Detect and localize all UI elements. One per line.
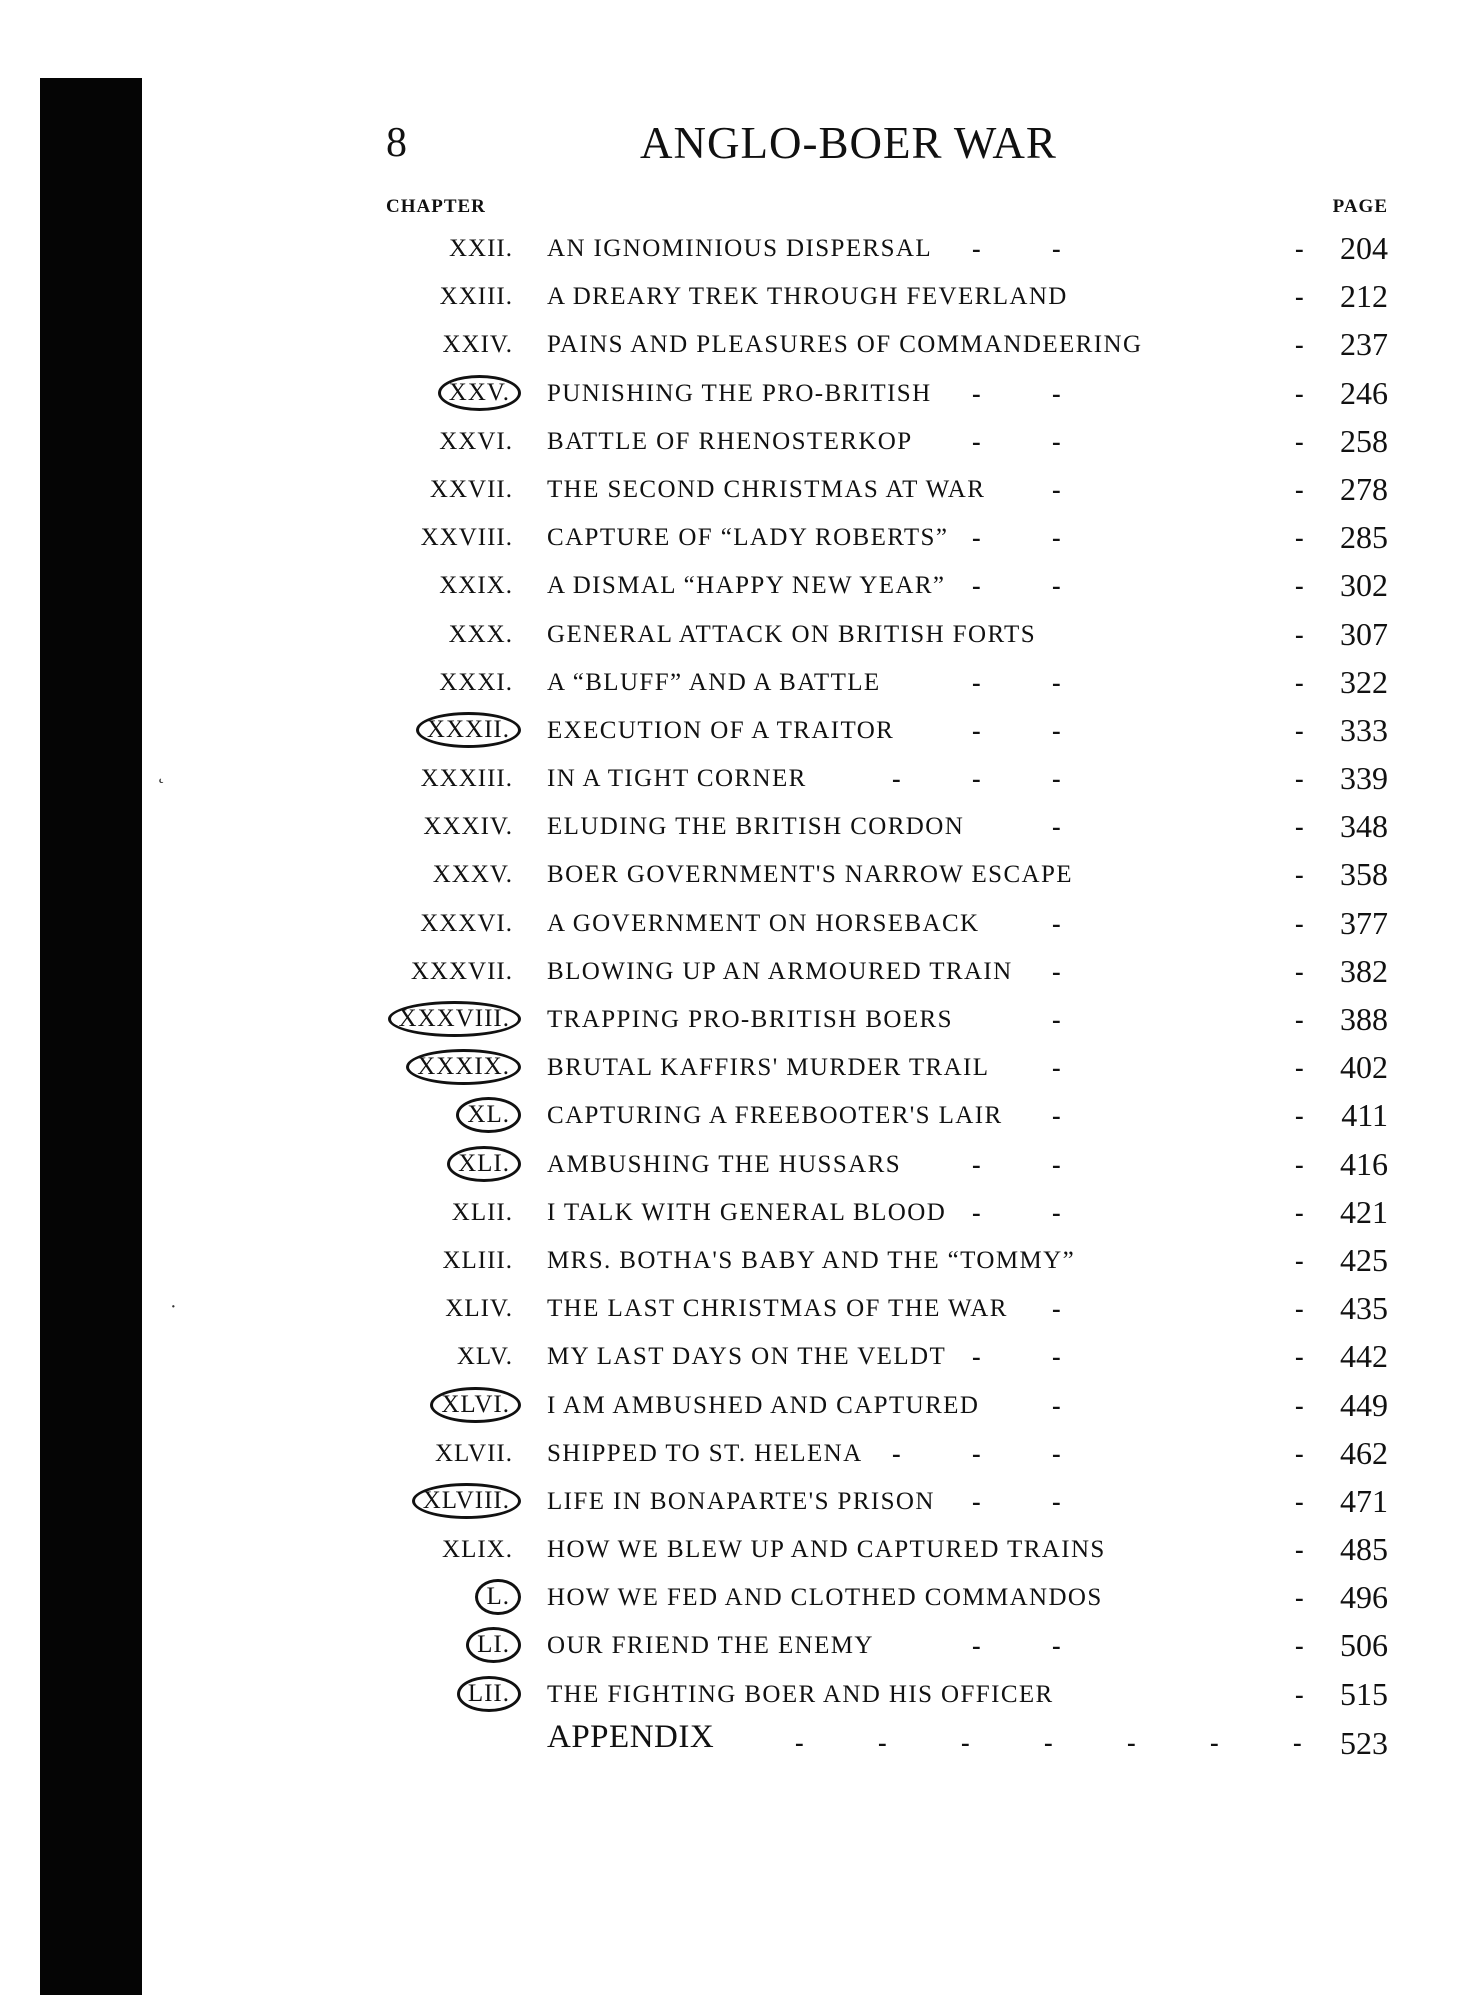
leader-dash: - <box>1052 1149 1061 1179</box>
toc-entry <box>0 706 1484 754</box>
page-reference: 204 <box>1340 230 1388 266</box>
chapter-number: XXVII. <box>429 475 513 503</box>
toc-entry <box>0 1284 1484 1332</box>
chapter-title: BATTLE OF RHENOSTERKOP <box>547 427 913 455</box>
chapter-title: SHIPPED TO ST. HELENA <box>547 1439 863 1467</box>
toc-entry <box>0 1140 1484 1188</box>
chapter-number: XLIX. <box>442 1536 513 1564</box>
dot-leader <box>0 668 1484 698</box>
leader-dash: - <box>972 667 981 697</box>
leader-dash: - <box>1295 1631 1304 1661</box>
toc-entry <box>0 1332 1484 1380</box>
leader-dash: - <box>1295 1149 1304 1179</box>
toc-entry <box>0 417 1484 465</box>
chapter-title: AMBUSHING THE HUSSARS <box>547 1150 901 1178</box>
leader-dash: - <box>1052 1390 1061 1420</box>
page-reference: 435 <box>1340 1290 1388 1327</box>
leader-dash: - <box>1052 1005 1061 1034</box>
chapter-title: HOW WE FED AND CLOTHED COMMANDOS <box>547 1584 1103 1612</box>
chapter-number: XXXVIII. <box>388 1001 521 1037</box>
leader-dash: - <box>795 1727 804 1757</box>
chapter-number: LI. <box>466 1627 521 1663</box>
chapter-number: XXII. <box>448 235 513 262</box>
chapter-title: A DISMAL “HAPPY NEW YEAR” <box>547 572 946 600</box>
toc-entry <box>0 1477 1484 1525</box>
leader-dash: - <box>1295 1245 1304 1275</box>
toc-entry <box>0 610 1484 658</box>
leader-dash: - <box>1295 523 1304 553</box>
chapter-number: XLI. <box>447 1146 521 1182</box>
leader-dash: - <box>1295 1583 1304 1613</box>
page-reference: 377 <box>1340 904 1388 941</box>
leader-dash: - <box>972 1197 981 1227</box>
toc-entry <box>0 1525 1484 1573</box>
dot-leader <box>0 1150 1484 1180</box>
dot-leader <box>0 1583 1484 1613</box>
leader-dash: - <box>1052 1101 1061 1131</box>
chapter-number: XXXI. <box>439 668 513 696</box>
page-reference: 322 <box>1340 663 1388 700</box>
dot-leader <box>0 523 1484 553</box>
toc-entry <box>0 1621 1484 1669</box>
page-reference: 388 <box>1340 1001 1388 1037</box>
chapter-number: XLIII. <box>442 1246 513 1274</box>
leader-dash: - <box>972 1149 981 1179</box>
chapter-column-header: CHAPTER <box>386 196 486 217</box>
chapter-title: THE SECOND CHRISTMAS AT WAR <box>547 475 986 503</box>
leader-dash: - <box>972 1342 981 1372</box>
leader-dash: - <box>1052 715 1061 745</box>
leader-dash: - <box>1295 330 1304 360</box>
page-reference: 302 <box>1340 567 1388 604</box>
dot-leader <box>0 330 1484 360</box>
dot-leader <box>0 1680 1484 1710</box>
leader-dash: - <box>1295 282 1304 312</box>
chapter-title: BOER GOVERNMENT'S NARROW ESCAPE <box>547 861 1073 889</box>
leader-dash: - <box>1052 571 1061 601</box>
leader-dash: - <box>972 1486 981 1516</box>
toc-entry <box>0 320 1484 368</box>
dot-leader <box>0 475 1484 505</box>
dot-leader <box>0 1246 1484 1276</box>
dot-leader <box>0 1005 1484 1035</box>
leader-dash: - <box>972 426 981 456</box>
leader-dash: - <box>1295 1342 1304 1372</box>
chapter-number: XXX. <box>448 620 513 648</box>
leader-dash: - <box>1052 764 1061 794</box>
chapter-number: XXXV. <box>432 861 513 889</box>
leader-dash: - <box>1052 378 1061 408</box>
dot-leader <box>0 1439 1484 1469</box>
chapter-title: BRUTAL KAFFIRS' MURDER TRAIL <box>547 1054 990 1082</box>
leader-dash: - <box>1052 1342 1061 1372</box>
chapter-number: XXVI. <box>439 427 513 455</box>
leader-dash: - <box>1295 956 1304 986</box>
toc-entry <box>0 1043 1484 1091</box>
page-reference: 258 <box>1340 422 1388 459</box>
page-reference: 485 <box>1340 1531 1388 1568</box>
chapter-number: XLVIII. <box>412 1483 521 1519</box>
leader-dash: - <box>972 234 981 263</box>
dot-leader <box>0 1294 1484 1324</box>
chapter-title: AN IGNOMINIOUS DISPERSAL <box>547 235 933 262</box>
dot-leader <box>0 379 1484 409</box>
page-reference: 402 <box>1340 1049 1388 1086</box>
chapter-number: XXIV. <box>442 331 513 359</box>
leader-dash: - <box>1052 667 1061 697</box>
toc-entry <box>0 561 1484 609</box>
chapter-number: XXXII. <box>416 712 521 748</box>
page-reference: 348 <box>1340 808 1388 845</box>
toc-entry <box>0 513 1484 561</box>
page-number: 8 <box>386 120 407 166</box>
stray-mark: ˛ <box>158 762 165 784</box>
dot-leader <box>0 764 1484 794</box>
page-reference: 442 <box>1340 1338 1388 1375</box>
chapter-title: EXECUTION OF A TRAITOR <box>547 716 895 744</box>
leader-dash: - <box>1295 1486 1304 1516</box>
leader-dash: - <box>1052 1631 1061 1661</box>
leader-dash: - <box>972 715 981 745</box>
leader-dash: - <box>1295 1535 1304 1565</box>
page-reference: 421 <box>1340 1193 1388 1230</box>
dot-leader <box>0 427 1484 457</box>
leader-dash: - <box>1293 1727 1302 1757</box>
page-reference: 449 <box>1340 1386 1388 1423</box>
leader-dash: - <box>1295 426 1304 456</box>
leader-dash: - <box>1295 860 1304 890</box>
toc-entry <box>0 1381 1484 1429</box>
page-column-header: PAGE <box>1332 196 1388 217</box>
dot-leader <box>0 1053 1484 1083</box>
leader-dash: - <box>878 1727 887 1757</box>
leader-dash: - <box>1295 1101 1304 1131</box>
page-reference: 237 <box>1340 326 1388 363</box>
chapter-title: A “BLUFF” AND A BATTLE <box>547 668 881 696</box>
leader-dash: - <box>972 571 981 601</box>
leader-dash: - <box>961 1727 970 1757</box>
dot-leader <box>0 1631 1484 1661</box>
leader-dash: - <box>1052 234 1061 263</box>
toc-entry <box>0 1188 1484 1236</box>
toc-entry <box>0 754 1484 802</box>
chapter-title: A GOVERNMENT ON HORSEBACK <box>547 909 980 937</box>
dot-leader <box>0 620 1484 650</box>
leader-dash: - <box>1052 1053 1061 1083</box>
leader-dash: - <box>1052 426 1061 456</box>
chapter-number: XXV. <box>438 375 521 411</box>
chapter-number: XXIII. <box>439 283 513 311</box>
dot-leader <box>0 1724 1484 1761</box>
chapter-title: THE LAST CHRISTMAS OF THE WAR <box>547 1295 1008 1323</box>
chapter-title: LIFE IN BONAPARTE'S PRISON <box>547 1487 935 1515</box>
chapter-number: XXXVII. <box>410 957 513 985</box>
page-reference: 462 <box>1340 1434 1388 1471</box>
chapter-title: TRAPPING PRO-BRITISH BOERS <box>547 1006 953 1033</box>
toc-entry <box>0 1429 1484 1477</box>
leader-dash: - <box>1295 474 1304 504</box>
chapter-number: XLII. <box>451 1198 513 1226</box>
leader-dash: - <box>1295 715 1304 745</box>
chapter-title: PUNISHING THE PRO-BRITISH <box>547 379 932 407</box>
leader-dash: - <box>1052 956 1061 986</box>
leader-dash: - <box>972 1438 981 1468</box>
leader-dash: - <box>1044 1727 1053 1757</box>
toc-entry <box>0 224 1484 272</box>
page-reference: 212 <box>1340 278 1388 315</box>
toc-entry <box>0 1573 1484 1621</box>
chapter-title: OUR FRIEND THE ENEMY <box>547 1632 874 1660</box>
chapter-title: PAINS AND PLEASURES OF COMMANDEERING <box>547 331 1143 359</box>
dot-leader <box>0 571 1484 601</box>
chapter-title: I TALK WITH GENERAL BLOOD <box>547 1198 947 1226</box>
dot-leader <box>0 909 1484 939</box>
dot-leader <box>0 1198 1484 1228</box>
leader-dash: - <box>1295 908 1304 938</box>
dot-leader <box>0 1487 1484 1517</box>
dot-leader <box>0 716 1484 746</box>
toc-entry <box>0 658 1484 706</box>
page-reference: 307 <box>1340 615 1388 652</box>
page-reference: 333 <box>1340 711 1388 748</box>
page-reference: 246 <box>1340 374 1388 411</box>
leader-dash: - <box>1295 1053 1304 1083</box>
leader-dash: - <box>1295 1197 1304 1227</box>
page-reference: 425 <box>1340 1241 1388 1278</box>
leader-dash: - <box>1052 523 1061 553</box>
leader-dash: - <box>1052 1197 1061 1227</box>
leader-dash: - <box>1295 619 1304 649</box>
dot-leader <box>0 957 1484 987</box>
chapter-number: XLV. <box>456 1343 513 1371</box>
toc-entry <box>0 947 1484 995</box>
leader-dash: - <box>1295 764 1304 794</box>
page-reference: 515 <box>1340 1675 1388 1712</box>
dot-leader <box>0 1391 1484 1421</box>
leader-dash: - <box>1295 378 1304 408</box>
leader-dash: - <box>1052 812 1061 842</box>
chapter-title: IN A TIGHT CORNER <box>547 765 807 793</box>
dot-leader <box>0 1535 1484 1565</box>
dot-leader <box>0 1101 1484 1131</box>
chapter-title: CAPTURING A FREEBOOTER'S LAIR <box>547 1102 1003 1130</box>
chapter-title: ELUDING THE BRITISH CORDON <box>547 813 965 841</box>
page-reference: 411 <box>1341 1097 1388 1134</box>
page-reference: 471 <box>1340 1482 1388 1519</box>
leader-dash: - <box>972 378 981 408</box>
page-reference: 506 <box>1340 1627 1388 1664</box>
chapter-number: XXXVI. <box>420 909 513 937</box>
toc-entry <box>0 802 1484 850</box>
leader-dash: - <box>972 764 981 794</box>
page-reference: 523 <box>1340 1724 1388 1761</box>
leader-dash: - <box>892 764 901 794</box>
chapter-number: XL. <box>456 1097 521 1133</box>
dot-leader <box>0 1342 1484 1372</box>
toc-entry <box>0 899 1484 947</box>
leader-dash: - <box>1210 1727 1219 1757</box>
chapter-number: XLVI. <box>430 1387 521 1423</box>
chapter-number: XLIV. <box>445 1295 513 1323</box>
dot-leader <box>0 282 1484 312</box>
chapter-number: XLVII. <box>435 1439 513 1467</box>
running-title: ANGLO-BOER WAR <box>640 118 1057 168</box>
chapter-number: XXXIV. <box>423 813 513 841</box>
stray-mark: · <box>170 1296 177 1318</box>
chapter-title: I AM AMBUSHED AND CAPTURED <box>547 1391 980 1419</box>
chapter-number: XXXIX. <box>406 1049 521 1085</box>
dot-leader <box>0 234 1484 264</box>
chapter-title: THE FIGHTING BOER AND HIS OFFICER <box>547 1680 1054 1708</box>
chapter-title: HOW WE BLEW UP AND CAPTURED TRAINS <box>547 1536 1106 1564</box>
appendix-row <box>0 1718 1484 1766</box>
leader-dash: - <box>1052 474 1061 504</box>
chapter-number: XXXIII. <box>420 765 513 793</box>
page-reference: 339 <box>1340 760 1388 797</box>
page-reference: 416 <box>1340 1145 1388 1182</box>
chapter-title: GENERAL ATTACK ON BRITISH FORTS <box>547 620 1036 648</box>
chapter-title: MRS. BOTHA'S BABY AND THE “TOMMY” <box>547 1246 1076 1274</box>
leader-dash: - <box>1052 1486 1061 1516</box>
leader-dash: - <box>972 523 981 553</box>
chapter-title: BLOWING UP AN ARMOURED TRAIN <box>547 957 1013 985</box>
chapter-number: LII. <box>457 1676 521 1712</box>
page-reference: 285 <box>1340 519 1388 556</box>
leader-dash: - <box>1295 1390 1304 1420</box>
leader-dash: - <box>1127 1727 1136 1757</box>
page-reference: 278 <box>1340 470 1388 507</box>
page-reference: 358 <box>1340 856 1388 893</box>
chapter-number: L. <box>475 1579 521 1615</box>
chapter-number: XXVIII. <box>420 524 513 552</box>
leader-dash: - <box>972 1631 981 1661</box>
leader-dash: - <box>1052 1294 1061 1324</box>
page-reference: 382 <box>1340 952 1388 989</box>
leader-dash: - <box>1295 1005 1304 1034</box>
chapter-number: XXIX. <box>439 572 513 600</box>
dot-leader <box>0 812 1484 842</box>
leader-dash: - <box>1295 812 1304 842</box>
appendix-title: APPENDIX <box>547 1718 715 1755</box>
leader-dash: - <box>892 1438 901 1468</box>
toc-entry <box>0 1670 1484 1718</box>
chapter-title: CAPTURE OF “LADY ROBERTS” <box>547 524 949 552</box>
toc-entry <box>0 272 1484 320</box>
chapter-title: MY LAST DAYS ON THE VELDT <box>547 1343 947 1371</box>
leader-dash: - <box>1295 1294 1304 1324</box>
leader-dash: - <box>1052 1438 1061 1468</box>
dot-leader <box>0 860 1484 890</box>
leader-dash: - <box>1295 1679 1304 1709</box>
leader-dash: - <box>1295 667 1304 697</box>
leader-dash: - <box>1295 1438 1304 1468</box>
toc-entry <box>0 850 1484 898</box>
chapter-title: A DREARY TREK THROUGH FEVERLAND <box>547 283 1068 311</box>
toc-entry <box>0 369 1484 417</box>
toc-entry <box>0 995 1484 1043</box>
leader-dash: - <box>1052 908 1061 938</box>
table-of-contents <box>0 224 1484 1766</box>
page-reference: 496 <box>1340 1579 1388 1616</box>
toc-entry <box>0 1236 1484 1284</box>
leader-dash: - <box>1295 571 1304 601</box>
toc-entry <box>0 465 1484 513</box>
toc-entry <box>0 1091 1484 1139</box>
leader-dash: - <box>1295 234 1304 263</box>
